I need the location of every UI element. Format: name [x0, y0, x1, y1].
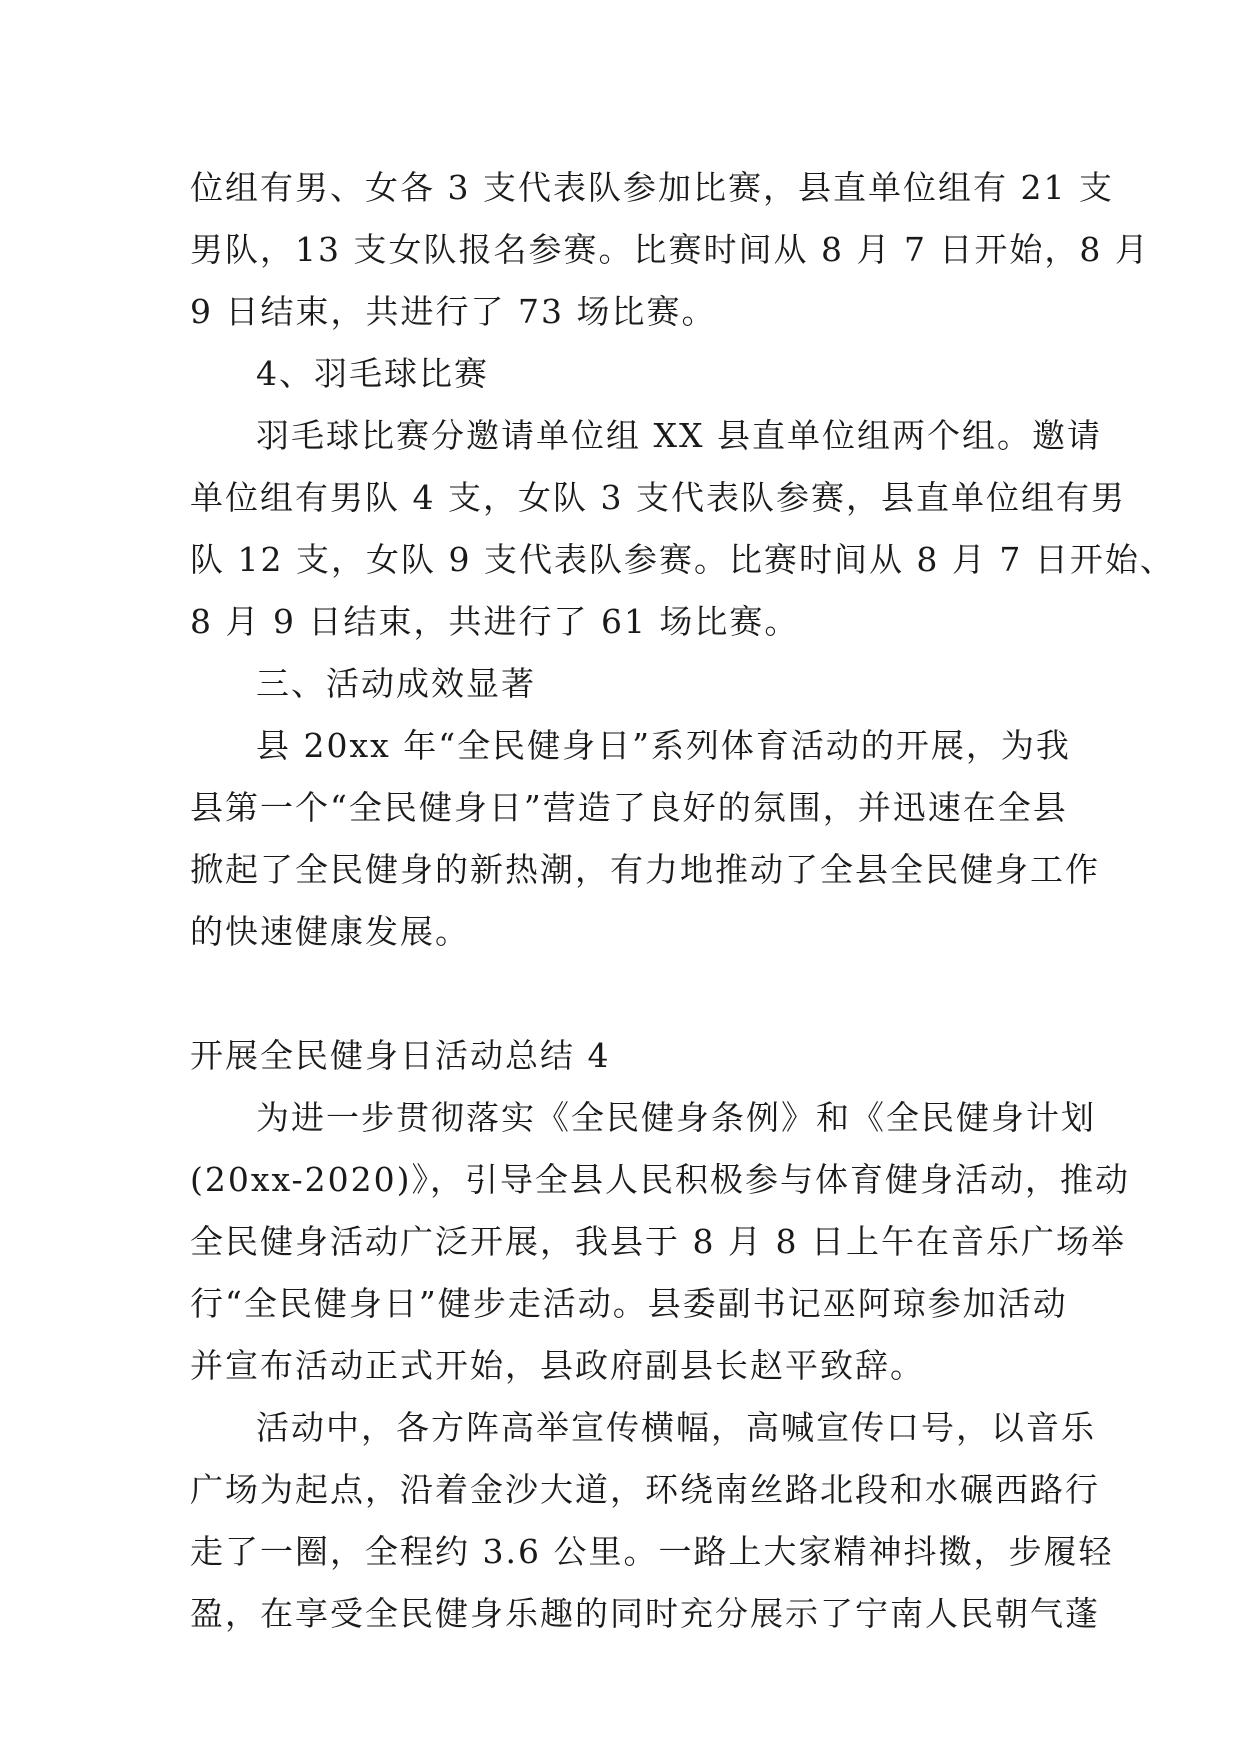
text-line: 为进一步贯彻落实《全民健身条例》和《全民健身计划	[256, 1098, 1096, 1137]
text-line: 9 日结束，共进行了 73 场比赛。	[190, 292, 717, 331]
document-title: 开展全民健身日活动总结 4	[190, 1036, 611, 1075]
text-line: 男队，13 支女队报名参赛。比赛时间从 8 月 7 日开始，8 月	[190, 230, 1150, 269]
text-line: 单位组有男队 4 支，女队 3 支代表队参赛，县直单位组有男	[190, 478, 1126, 517]
text-line: 并宣布活动正式开始，县政府副县长赵平致辞。	[190, 1346, 925, 1385]
text-line: 县 20xx 年“全民健身日”系列体育活动的开展，为我	[256, 726, 1071, 765]
text-line: 羽毛球比赛分邀请单位组 XX 县直单位组两个组。邀请	[256, 416, 1102, 455]
text-line: 县第一个“全民健身日”营造了良好的氛围，并迅速在全县	[190, 788, 1068, 827]
text-line: 队 12 支，女队 9 支代表队参赛。比赛时间从 8 月 7 日开始、	[190, 540, 1175, 579]
text-line: 8 月 9 日结束，共进行了 61 场比赛。	[190, 602, 800, 641]
text-line: 位组有男、女各 3 支代表队参加比赛，县直单位组有 21 支	[190, 168, 1114, 207]
text-line: 活动中，各方阵高举宣传横幅，高喊宣传口号，以音乐	[256, 1408, 1096, 1447]
text-line: 走了一圈，全程约 3.6 公里。一路上大家精神抖擞，步履轻	[190, 1532, 1114, 1571]
section-heading: 三、活动成效显著	[256, 664, 536, 703]
text-line: 的快速健康发展。	[190, 912, 470, 951]
text-line: 行“全民健身日”健步走活动。县委副书记巫阿琼参加活动	[190, 1284, 1068, 1323]
text-line: 盈，在享受全民健身乐趣的同时充分展示了宁南人民朝气蓬	[190, 1594, 1100, 1633]
text-line: 全民健身活动广泛开展，我县于 8 月 8 日上午在音乐广场举	[190, 1222, 1126, 1261]
text-line: 掀起了全民健身的新热潮，有力地推动了全县全民健身工作	[190, 850, 1100, 889]
text-line: 广场为起点，沿着金沙大道，环绕南丝路北段和水碾西路行	[190, 1470, 1100, 1509]
section-heading: 4、羽毛球比赛	[256, 354, 489, 393]
text-line: (20xx-2020)》，引导全县人民积极参与体育健身活动，推动	[190, 1160, 1131, 1199]
